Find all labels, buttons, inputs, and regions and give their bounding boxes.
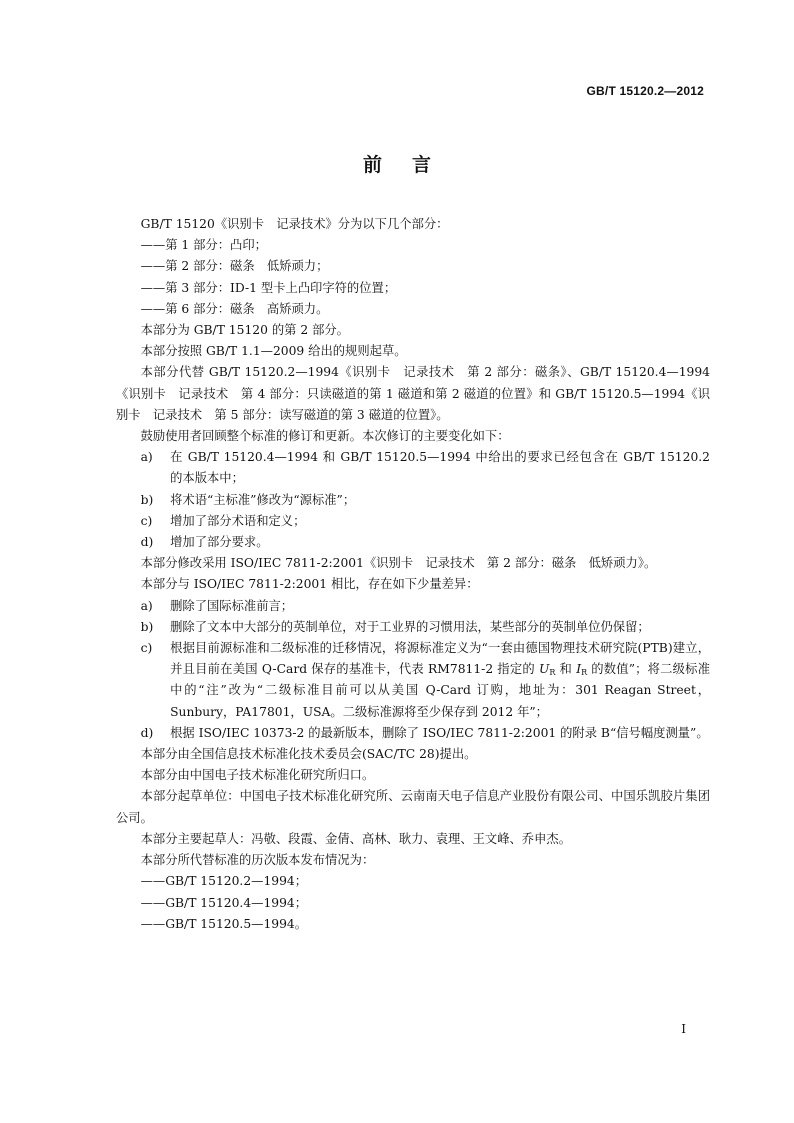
drafters-paragraph: 本部分主要起草人：冯敬、段霞、金倩、高林、耿力、袁理、王文峰、乔申杰。 xyxy=(140,831,571,846)
change-item xyxy=(116,490,710,511)
page-number: I xyxy=(681,1022,686,1036)
difference-marker: b) xyxy=(140,619,154,634)
list-item: ——第 2 部分：磁条 低矫顽力； xyxy=(140,259,329,274)
difference-marker: c) xyxy=(140,641,153,656)
difference-text xyxy=(170,638,710,723)
subscript-i: R xyxy=(581,668,588,678)
subscript-u: R xyxy=(549,668,556,678)
history-item: ——GB/T 15120.5—1994。 xyxy=(140,916,308,931)
paragraph: 本部分为 GB/T 15120 的第 2 部分。 xyxy=(140,323,349,338)
difference-text: 删除了国际标准前言； xyxy=(170,598,294,613)
change-text: 增加了部分要求。 xyxy=(170,535,269,550)
standard-number: GB/T 15120.2—2012 xyxy=(586,84,704,98)
replaces-paragraph: 本部分代替 GB/T 15120.2—1994《识别卡 记录技术 第 2 部分：磁条》、GB/T 15120.4—1994《识别卡 记录技术 第 4 部分：只读磁道的第 1 磁道和第 2 磁道的位置》和 GB/T 15120.5—1994《识别卡 记录技术 第 5 部分：读写磁道的第 3 磁道的位置》。 xyxy=(116,365,710,422)
drafting-units-paragraph: 本部分起草单位：中国电子技术标准化研究所、云南南天电子信息产业股份有限公司、中国乐凯胶片集团公司。 xyxy=(116,789,710,825)
variable-u: U xyxy=(539,662,550,677)
difference-item xyxy=(116,638,710,723)
list-item: ——第 3 部分：ID-1 型卡上凸印字符的位置； xyxy=(140,280,397,295)
change-item xyxy=(116,511,710,532)
change-item xyxy=(116,532,710,553)
paragraph: 鼓励使用者回顾整个标准的修订和更新。本次修订的主要变化如下： xyxy=(140,429,510,444)
change-marker: a) xyxy=(140,450,153,465)
difference-text: 根据 ISO/IEC 10373-2 的最新版本，删除了 ISO/IEC 7811-2:2001 的附录 B“信号幅度测量”。 xyxy=(170,725,709,740)
paragraph: 本部分所代替标准的历次版本发布情况为： xyxy=(140,853,375,868)
proposer-paragraph: 本部分由全国信息技术标准化技术委员会(SAC/TC 28)提出。 xyxy=(140,747,477,762)
change-marker: c) xyxy=(140,513,153,528)
difference-item xyxy=(116,723,710,744)
paragraph: 本部分与 ISO/IEC 7811-2:2001 相比，存在如下少量差异： xyxy=(140,577,479,592)
difference-marker: a) xyxy=(140,598,153,613)
paragraph: 本部分按照 GB/T 1.1—2009 给出的规则起草。 xyxy=(140,344,407,359)
variable-i: I xyxy=(576,662,582,677)
adoption-paragraph: 本部分修改采用 ISO/IEC 7811-2:2001《识别卡 记录技术 第 2 部分：磁条 低矫顽力》。 xyxy=(140,556,657,571)
list-item: ——第 6 部分：磁条 高矫顽力。 xyxy=(140,301,329,316)
difference-text: 删除了文本中大部分的英制单位，对于工业界的习惯用法，某些部分的英制单位仍保留； xyxy=(170,619,650,634)
difference-marker: d) xyxy=(140,725,154,740)
change-item xyxy=(116,447,710,489)
difference-item xyxy=(116,617,710,638)
foreword-body xyxy=(116,214,710,935)
difference-text-part: 根据目前源标准和二级标准的迁移情况，将源标准定义为“一套由德国物理技术研究院(PTB)建立，并且目前在美国 Q-Card 保存的基准卡，代表 RM7811-2 指定的 xyxy=(170,641,710,677)
administrator-paragraph: 本部分由中国电子技术标准化研究所归口。 xyxy=(140,768,375,783)
history-item: ——GB/T 15120.4—1994； xyxy=(140,895,308,910)
change-text: 将术语“主标准”修改为“源标准”； xyxy=(170,492,356,507)
history-item: ——GB/T 15120.2—1994； xyxy=(140,874,308,889)
change-marker: b) xyxy=(140,492,154,507)
difference-text-part: 的数值”；将二级标准中的“注”改为“二级标准目前可以从美国 Q-Card 订购，地址为：301 Reagan Street，Sunbury，PA17801，USA。二级标准源将至少保存到 2012 年”； xyxy=(170,662,710,719)
change-text: 增加了部分术语和定义； xyxy=(170,513,306,528)
difference-item xyxy=(116,596,710,617)
intro-paragraph: GB/T 15120《识别卡 记录技术》分为以下几个部分： xyxy=(140,217,449,231)
list-item: ——第 1 部分：凸印； xyxy=(140,238,267,253)
change-text: 在 GB/T 15120.4—1994 和 GB/T 15120.5—1994 中给出的要求已经包含在 GB/T 15120.2 的本版本中； xyxy=(170,450,710,486)
difference-text-part: 和 xyxy=(555,662,577,677)
page-title: 前言 xyxy=(362,154,461,176)
change-marker: d) xyxy=(140,535,154,550)
